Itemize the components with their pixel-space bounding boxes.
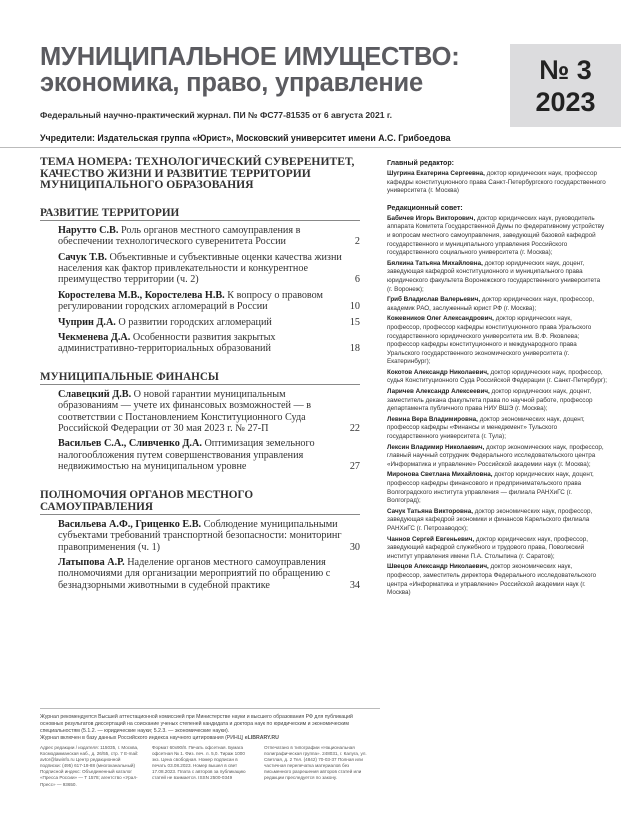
journal-title-line-2: экономика, право, управление	[40, 69, 424, 97]
board-member	[387, 215, 607, 258]
section-powers	[40, 489, 360, 591]
imprint-print-details: Формат 60х90/8. Печать офсетная. Бумага офсетная № 1. Физ. печ. л. 5,0. Тираж 1000 экз. Цена свободная. Номер подписан в печать 03.08.2023. Номер вышел в свет 17.08.2023. Плата с авторов за публикацию статей не взимается. ISSN 2500-0349	[152, 745, 246, 781]
imprint-address: Адрес редакции / издателя: 115035, г. Москва, Космодамианская наб., д. 26/55, стр. 7 E-mail: avtor@lawinfo.ru Центр редакционной подписки: (495) 617-18-88 (многоканальный) Подписной индекс: Объединенный каталог «Пресса России» — Т 1578; агентство «Урал-Пресс» — 93650.	[40, 745, 139, 787]
footer-notice	[40, 714, 370, 742]
member-name: Швецов Александр Николаевич,	[387, 563, 489, 571]
toc-entry[interactable]	[40, 252, 360, 286]
toc-entry[interactable]	[40, 225, 360, 248]
rinc-notice	[40, 735, 370, 742]
board-member	[387, 444, 607, 470]
footer-divider	[40, 708, 380, 709]
toc-entry[interactable]	[40, 519, 360, 553]
journal-title	[40, 44, 495, 96]
entry-title: Наделение органов местного самоуправления полномочиями для организации мероприятий по обращению с безнадзорными животными в судебной практике	[58, 556, 331, 591]
entry-page: 27	[349, 461, 360, 473]
member-desc: доктор экономических наук, профессор, заведующая кафедрой экономики и финансов Карельского филиала РАНХиГС (г. Петрозаводск);	[387, 507, 593, 532]
issue-theme: ТЕМА НОМЕРА: ТЕХНОЛОГИЧЕСКИЙ СУВЕРЕНИТЕТ, КАЧЕСТВО ЖИЗНИ И РАЗВИТИЕ ТЕРРИТОРИИ МУНИЦИПАЛЬНОГО ОБРАЗОВАНИЯ	[40, 155, 355, 192]
toc-entry[interactable]	[40, 317, 360, 328]
member-name: Миронова Светлана Михайловна,	[387, 471, 493, 479]
member-desc: доктор юридических наук, профессор кафедры конституционного права Санкт-Петербургского государственного университета (г. Москва)	[387, 170, 606, 195]
entry-page: 30	[349, 541, 360, 553]
footer-imprint	[40, 745, 370, 825]
entry-page: 22	[349, 423, 360, 435]
entry-authors: Васильев С.А., Сливченко Д.А.	[58, 438, 202, 450]
toc-entry[interactable]	[40, 290, 360, 313]
journal-title-line-1: МУНИЦИПАЛЬНОЕ ИМУЩЕСТВО:	[40, 43, 460, 71]
entry-authors: Славецкий Д.В.	[58, 388, 132, 400]
entry-authors: Сачук Т.В.	[58, 251, 107, 263]
board-member	[387, 563, 607, 597]
board-member	[387, 260, 607, 294]
member-desc: доктор юридических наук, доцент, профессор кафедры финансового и предпринимательского права Волгоградского института управления — филиала РАНХиГС (г. Волгоград);	[387, 471, 594, 505]
entry-title: Соблюдение муниципальными субъектами требований транспортной безопасности: мониторинг правоприменения (ч. 1)	[58, 518, 342, 553]
entry-page: 2	[354, 236, 360, 248]
section-title: ПОЛНОМОЧИЯ ОРГАНОВ МЕСТНОГО САМОУПРАВЛЕНИЯ	[40, 489, 360, 515]
masthead	[40, 44, 600, 127]
entry-page: 10	[349, 301, 360, 313]
entry-title: О новой гарантии муниципальным образованиям — учете их финансовых возможностей — в соответствии с Постановлением Конституционного Суда Российской Федерации от 30 мая 2023 г. № 27-П	[58, 388, 312, 435]
issue-number: № 3	[539, 55, 592, 85]
issue-box	[510, 44, 621, 127]
member-name: Ларичев Александр Алексеевич,	[387, 388, 490, 396]
rinc-text: Журнал включен в базу данных Российского индекса научного цитирования (РИНЦ)	[40, 735, 244, 741]
member-desc: доктор экономических наук, профессор, заместитель директора Федерального исследовательского центра «Информатика и управление» Российской академии наук (г. Москва)	[387, 563, 597, 597]
member-desc: доктор юридических наук, профессор, заведующий кафедрой служебного и трудового права, Поволжский институт управления имени П.А. Столыпина (г. Саратов);	[387, 535, 589, 560]
member-desc: доктор юридических наук, руководитель аппарата Комитета Государственной Думы по федеративному устройству и вопросам местного самоуправления, заведующий базовой кафедрой государственного и муниципального управления Российского государственного социального университета (г. Москва);	[387, 214, 605, 257]
board-member	[387, 471, 607, 505]
board-member	[387, 536, 607, 562]
entry-page: 6	[354, 274, 360, 286]
founders-line: Учредители: Издательская группа «Юрист», Московский университет имени А.С. Грибоедова	[40, 133, 451, 143]
table-of-contents	[40, 156, 360, 591]
member-name: Бялкина Татьяна Михайловна,	[387, 259, 483, 267]
vak-notice: Журнал рекомендуется Высшей аттестационной комиссией при Министерстве науки и высшего образования РФ для публикаций основных результатов диссертаций на соискание ученых степеней кандидата и доктора наук по юридическим и экономическим специальностям (5.1.2. — юридические науки; 5.2.3. — экономические науки).	[40, 714, 353, 734]
board-member	[387, 296, 607, 313]
member-desc: доктор юридических наук, профессор, профессор кафедры конституционного права Уральского государственного юридического университета им. В.Ф. Яковлева; профессор кафедры конституционного и международного права Уральского государственного экономического университета (г. Екатеринбург);	[387, 315, 592, 366]
member-name: Гриб Владислав Валерьевич,	[387, 296, 481, 304]
entry-authors: Латыпова А.Р.	[58, 556, 125, 568]
editor-in-chief	[387, 170, 607, 196]
member-name: Сачук Татьяна Викторовна,	[387, 507, 473, 515]
member-desc: доктор экономических наук, профессор, главный научный сотрудник Федерального исследовательского центра «Информатика и управление» Российской академии наук (г. Москва);	[387, 443, 604, 468]
entry-authors: Чекменева Д.А.	[58, 332, 131, 344]
entry-page: 15	[349, 316, 360, 328]
member-desc: доктор юридических наук, доцент, заведующая кафедрой конституционного и муниципального права юридического факультета Воронежского государственного университета (г. Воронеж);	[387, 259, 601, 293]
member-desc: доктор юридических наук, профессор, академик РАО, заслуженный юрист РФ (г. Москва);	[387, 296, 594, 312]
board-member	[387, 508, 607, 534]
section-finance	[40, 371, 360, 473]
editor-in-chief-heading: Главный редактор:	[387, 160, 454, 167]
member-desc: доктор юридических наук, доцент, заместитель декана факультета права по научной работе, профессор департамента публичного права НИУ ВШЭ (г. Москва);	[387, 388, 593, 413]
toc-entry[interactable]	[40, 438, 360, 472]
member-name: Лексин Владимир Николаевич,	[387, 443, 485, 451]
toc-entry[interactable]	[40, 389, 360, 435]
entry-title: Объективные и субъективные оценки качества жизни населения как фактор привлекательности и конкурентное преимущество территории (ч. 2)	[58, 251, 342, 286]
toc-entry[interactable]	[40, 557, 360, 591]
entry-title: Особенности развития закрытых административно-территориальных образований	[58, 332, 276, 355]
member-name: Кожевников Олег Александрович,	[387, 315, 494, 323]
entry-title: Оптимизация земельного налогообложения путем совершенствования управления недвижимостью на муниципальном уровне	[58, 438, 315, 473]
member-name: Бабичев Игорь Викторович,	[387, 214, 476, 222]
entry-authors: Васильева А.Ф., Гриценко Е.В.	[58, 518, 202, 530]
member-name: Шугрина Екатерина Сергеевна,	[387, 170, 485, 177]
imprint-printer: Отпечатано в типографии «Национальная полиграфическая группа». 248031, г. Калуга, ул. Светлая, д. 2 Тел. (4842) 70-03-37 Полная или частичная перепечатка материалов без письменного разрешения авторов статей или редакции преследуется по закону.	[264, 745, 367, 781]
board-member	[387, 416, 607, 442]
editorial-board	[387, 159, 607, 598]
divider	[0, 147, 621, 148]
entry-authors: Нарутто С.В.	[58, 224, 119, 236]
member-name: Левина Вера Владимировна,	[387, 415, 478, 423]
member-name: Чаннов Сергей Евгеньевич,	[387, 535, 475, 543]
entry-page: 34	[349, 579, 360, 591]
section-title: РАЗВИТИЕ ТЕРРИТОРИИ	[40, 207, 360, 221]
member-desc: доктор экономических наук, доцент, профессор кафедры «Финансы и менеджмент» Тульского государственного университета (г. Тула);	[387, 415, 585, 441]
entry-authors: Коростелева М.В., Коростелева Н.В.	[58, 289, 225, 301]
section-title: МУНИЦИПАЛЬНЫЕ ФИНАНСЫ	[40, 371, 360, 385]
board-member	[387, 315, 607, 367]
board-heading: Редакционный совет:	[387, 204, 463, 212]
section-territory	[40, 207, 360, 355]
entry-title: Роль органов местного самоуправления в обеспечении технологического суверенитета России	[58, 224, 301, 248]
member-desc: доктор юридических наук, профессор, судья Конституционного Суда Российской Федерации (г. Санкт-Петербург);	[387, 368, 607, 385]
entry-title: К вопросу о правовом регулировании городских агломераций в России	[58, 289, 324, 313]
entry-page: 18	[349, 343, 360, 355]
member-name: Кокотов Александр Николаевич,	[387, 368, 489, 376]
issue-year: 2023	[535, 87, 596, 117]
toc-entry[interactable]	[40, 332, 360, 355]
board-member	[387, 369, 607, 386]
entry-authors: Чуприн Д.А.	[58, 316, 116, 328]
board-member	[387, 388, 607, 414]
entry-title: О развитии городских агломераций	[118, 316, 272, 328]
registration-line: Федеральный научно-практический журнал. ПИ № ФС77-81535 от 6 августа 2021 г.	[40, 110, 393, 120]
elibrary-logo: eLIBRARY.RU	[244, 735, 279, 741]
board-list	[387, 204, 607, 598]
